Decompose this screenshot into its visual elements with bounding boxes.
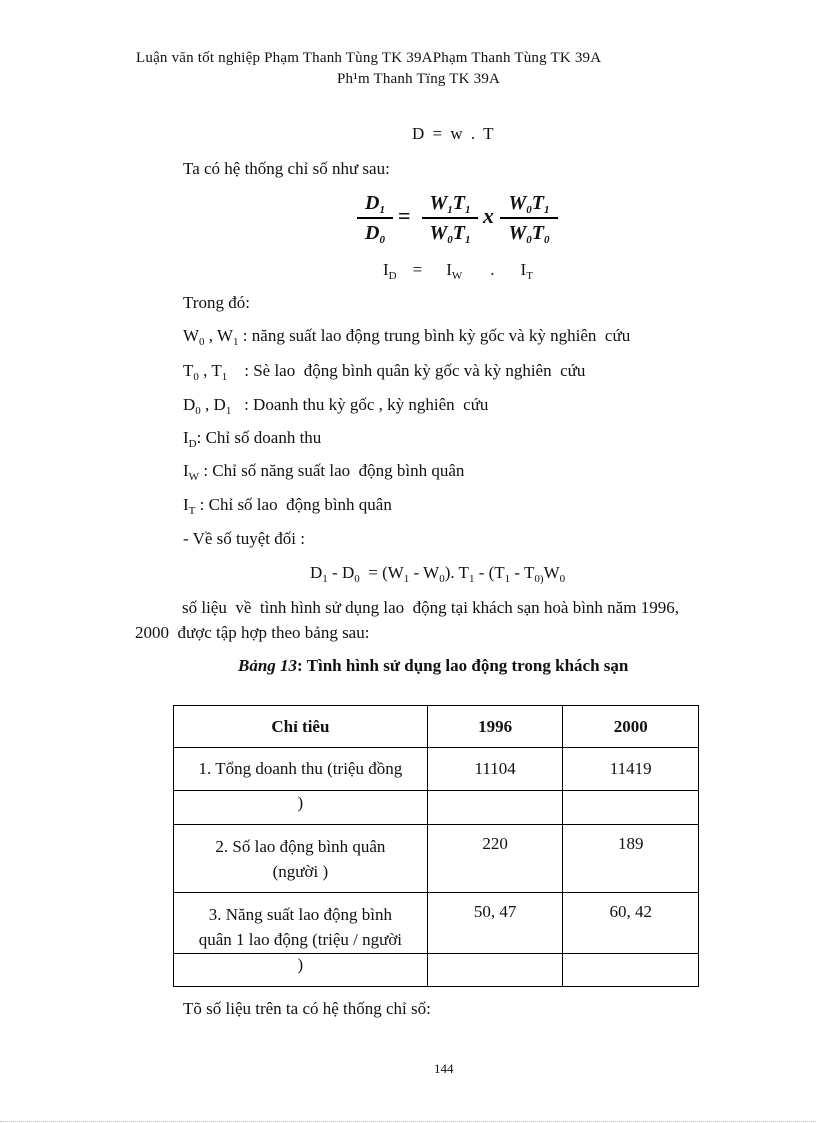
- definition-d: $D_0$ , $D_1$ : Doanh thu kỳ gốc , kỳ nghiên cứu: [183, 395, 489, 417]
- table-header-indicator: Chỉ tiêu: [174, 706, 428, 748]
- table-row: [174, 893, 699, 954]
- table-cell-label: ): [174, 954, 428, 987]
- page-bottom-divider: [0, 1121, 816, 1122]
- table-cell-2000: 11419: [563, 748, 699, 791]
- table-cell-1996: 220: [427, 825, 563, 893]
- fraction-d1-over-d0: $D_1$ $D_0$: [357, 191, 393, 245]
- absolute-label: - Về số tuyệt đối :: [183, 529, 305, 548]
- table-cell-2000: [563, 954, 699, 987]
- formula-d-equals-wt: D = w . T: [412, 124, 494, 143]
- table-caption-label: Bảng 13: [238, 656, 298, 675]
- definition-t: $T_0$ , $T_1$ : Sè lao động bình quân kỳ gốc và kỳ nghiên cứu: [183, 361, 586, 383]
- table-cell-1996: 50, 47: [427, 893, 563, 954]
- paragraph-line-1: số liệu về tình hình sử dụng lao động tại khách sạn hoà bình năm 1996,: [182, 598, 679, 617]
- conclusion-text: Tõ số liệu trên ta có hệ thống chỉ số:: [183, 999, 431, 1018]
- table-cell-label: ): [174, 791, 428, 825]
- fraction-times-sign: x: [483, 203, 494, 228]
- table-row: [174, 748, 699, 791]
- table-cell-1996: [427, 954, 563, 987]
- definition-it: $I_T$ : Chỉ số lao động bình quân: [183, 495, 392, 517]
- paragraph-line-2: 2000 được tập hợp theo bảng sau:: [135, 623, 370, 642]
- table-header-2000: 2000: [563, 706, 699, 748]
- definition-iw: $I_W$ : Chỉ số năng suất lao động bình quân: [183, 461, 465, 483]
- table-header-row: [174, 706, 699, 748]
- definition-w: $W_0$ , $W_1$ : năng suất lao động trung bình kỳ gốc và kỳ nghiên cứu: [183, 326, 631, 348]
- table-cell-label: 3. Năng suất lao động bình quân 1 lao động (triệu / người: [174, 893, 428, 954]
- table-cell-1996: 11104: [427, 748, 563, 791]
- intro-text: Ta có hệ thống chỉ số như sau:: [183, 159, 390, 178]
- absolute-formula: $D_1 - D_0 = (W_1 - W_0)$. $T_1 - (T_1 - T_{0)}W_0$: [310, 563, 566, 585]
- page-number: 144: [434, 1061, 454, 1076]
- table-row: [174, 954, 699, 987]
- table-row: [174, 825, 699, 893]
- fraction-w1t1-over-w0t1: $W_1T_1$ $W_0T_1$: [422, 191, 478, 245]
- table-cell-2000: [563, 791, 699, 825]
- labor-usage-table: [173, 705, 699, 987]
- table-caption-text: : Tình hình sử dụng lao động trong khách sạn: [297, 656, 629, 675]
- definition-id: $I_D$: Chỉ số doanh thu: [183, 428, 322, 450]
- table-caption: [238, 656, 628, 676]
- index-equation: $I_D = I_W$ . $I_T$: [383, 260, 533, 282]
- table-header-1996: 1996: [427, 706, 563, 748]
- running-header-line-2: Ph¹m Thanh Tïng TK 39A: [337, 71, 501, 87]
- table-cell-label: 1. Tổng doanh thu (triệu đồng: [174, 748, 428, 791]
- where-label: Trong đó:: [183, 293, 250, 312]
- running-header-line-1: Luận văn tốt nghiệp Phạm Thanh Tùng TK 39APhạm Thanh Tùng TK 39A: [136, 50, 602, 66]
- table-cell-1996: [427, 791, 563, 825]
- table-row: [174, 791, 699, 825]
- fraction-equals-sign: =: [398, 203, 411, 228]
- table-cell-label: 2. Số lao động bình quân (người ): [174, 825, 428, 893]
- table-cell-2000: 60, 42: [563, 893, 699, 954]
- fraction-w0t1-over-w0t0: $W_0T_1$ $W_0T_0$: [500, 191, 558, 245]
- table-cell-2000: 189: [563, 825, 699, 893]
